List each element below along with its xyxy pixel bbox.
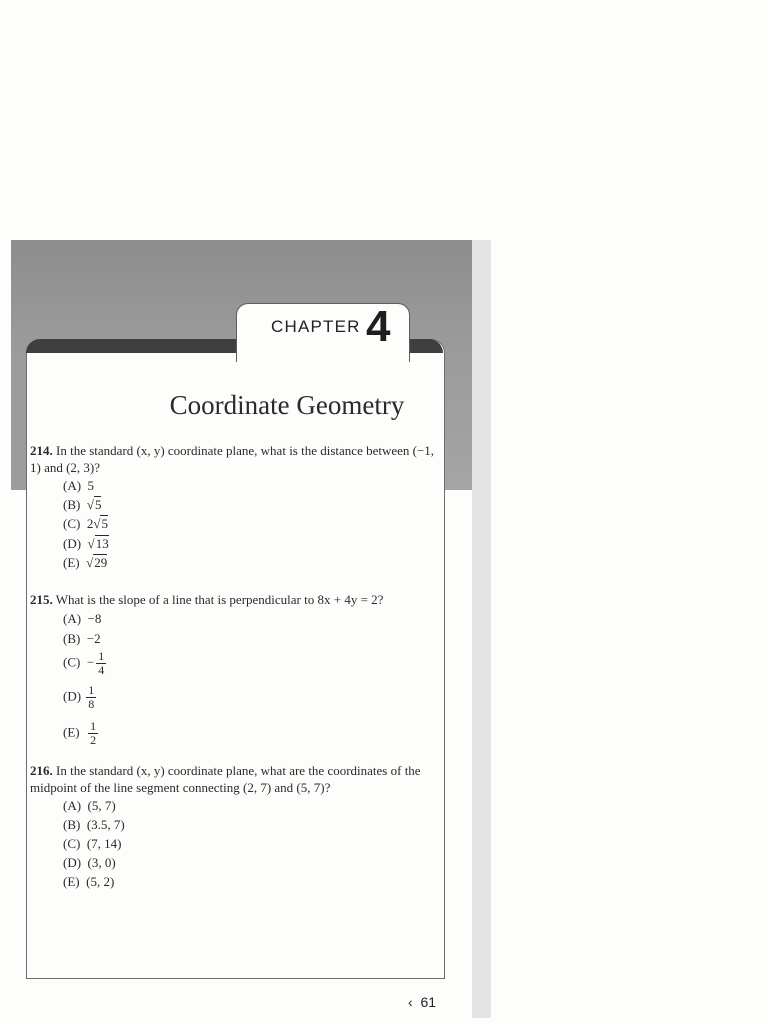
- choice-215-a: (A) −8: [63, 611, 102, 626]
- question-215: [30, 591, 440, 608]
- question-number: 216.: [30, 763, 53, 778]
- question-number: 214.: [30, 443, 53, 458]
- choice-216-c: (C) (7, 14): [63, 836, 122, 851]
- choice-214-c: (C) 2√5: [63, 516, 108, 531]
- choice-215-d: (D) $\frac{1}{8}$: [63, 683, 95, 711]
- choice-214-d: (D) √13: [63, 536, 109, 551]
- question-216: [30, 762, 440, 796]
- chevron-left-icon: ‹: [408, 994, 413, 1010]
- choice-214-a: (A) 5: [63, 478, 95, 493]
- choice-216-b: (B) (3.5, 7): [63, 817, 125, 832]
- question-number: 215.: [30, 592, 53, 607]
- page-number: 61: [420, 994, 437, 1010]
- choice-216-d: (D) (3, 0): [63, 855, 116, 870]
- question-stem: In the standard (x, y) coordinate plane, what are the coordinates of the midpoint of the line segment connecting (2, 7) and (5, 7)?: [30, 763, 421, 795]
- choice-216-e: (E) (5, 2): [63, 874, 115, 889]
- question-stem: In the standard (x, y) coordinate plane, what is the distance between (−1, 1) and (2, 3)?: [30, 443, 435, 475]
- choice-214-e: (E) √29: [63, 555, 108, 570]
- page-edge-strip: [472, 240, 491, 1018]
- page-title: Coordinate Geometry: [169, 390, 405, 420]
- page-footer: [408, 994, 436, 1010]
- fraction: $\frac{1}{8}$: [88, 683, 95, 711]
- fraction: $\frac{1}{4}$: [98, 649, 105, 677]
- choice-215-e: (E) $\frac{1}{2}$: [63, 719, 97, 747]
- chapter-label: CHAPTER: [271, 317, 361, 336]
- fraction: $\frac{1}{2}$: [90, 719, 97, 747]
- question-214: [30, 442, 440, 476]
- band-side-tab: [11, 355, 27, 490]
- chapter-number: 4: [366, 302, 391, 351]
- choice-215-b: (B) −2: [63, 631, 101, 646]
- choice-216-a: (A) (5, 7): [63, 798, 116, 813]
- question-stem: What is the slope of a line that is perpendicular to 8x + 4y = 2?: [55, 592, 384, 607]
- choice-215-c: (C) − $\frac{1}{4}$: [63, 649, 105, 677]
- choice-214-b: (B) √5: [63, 497, 102, 512]
